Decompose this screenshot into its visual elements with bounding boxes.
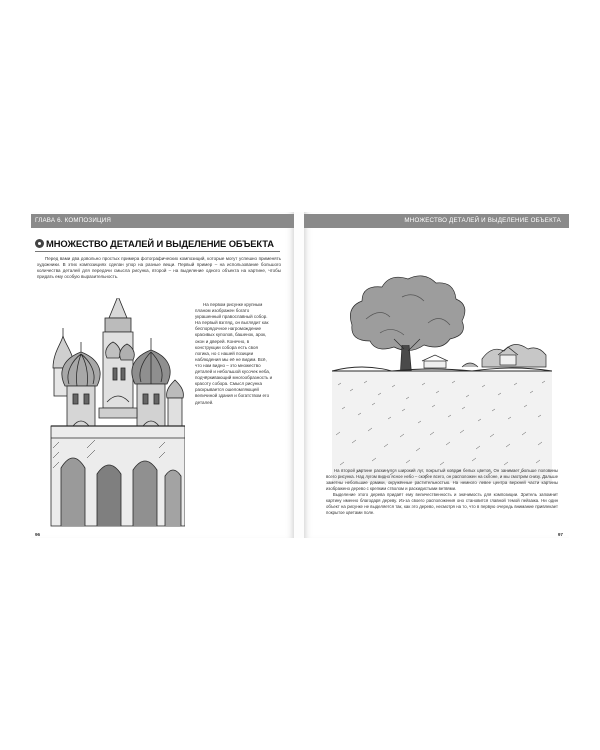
page-number-right: 97 bbox=[557, 532, 563, 537]
intro-paragraph: Перед вами два довольно простых примера фотографических композиций, которые могут успешно применять художники. В этих композициях сделан упор на разные вещи. Первый пример – на использование большого количества деталей для передачи смысла рисунка, второй – на выделение одного объекта на картине, чтобы придать ему особую выразительность. bbox=[37, 256, 281, 280]
landscape-description bbox=[326, 468, 558, 516]
section-title-text: МНОЖЕСТВО ДЕТАЛЕЙ И ВЫДЕЛЕНИЕ ОБЪЕКТА bbox=[46, 238, 274, 249]
book-spread bbox=[31, 212, 569, 538]
page-number-left: 96 bbox=[35, 532, 41, 537]
running-header-left bbox=[31, 214, 294, 228]
bullet-icon bbox=[35, 239, 44, 248]
cathedral-description: На первом рисунке крупным планом изображен богато украшенный православный собор. На первый взгляд, он выглядит как беспорядочное нагромождение красивых куполов, башенок, арок, окон и дверей. Конечно, в конструкции собора есть своя логика, но с нашей позиции наблюдения мы её не видим. Всё, что нам видно – это множество деталей и небольшой кусочек неба, подчёркивающий многообразность и красоту собора. Смысл рисунка раскрывается ошеломляющей величиной здания и богатством его деталей. bbox=[195, 302, 273, 405]
title-underline bbox=[35, 251, 280, 252]
landscape-drawing bbox=[332, 267, 552, 483]
running-header-right bbox=[304, 214, 569, 228]
landscape-description-p1: На второй картине раскинулся широкий луг, покрытый ковром белых цветов. Он занимает больше половины всего рисунка. Над лугом видно ясное небо – скорее всего, он расположен на склоне, и мы смотрим снизу. Дальше заметны небольшие домики, окружённые растительностью. На немного левее центра верхней части картины изображено дерево с крепким стволом и раскидистыми ветвями. bbox=[326, 468, 558, 491]
landscape-description-p2: Выделение этого дерева придаёт ему величественность и значимость для композиции. Зритель запомнит картину именно благодаря дереву. Из-за своего расположения оно становится главной темой пейзажа. Ни один объект на рисунке не выделяется так, как это дерево, несмотря на то, что в первую очередь внимание привлекает покрытое цветами поле. bbox=[326, 492, 558, 515]
cathedral-drawing bbox=[47, 298, 185, 528]
section-header-label: МНОЖЕСТВО ДЕТАЛЕЙ И ВЫДЕЛЕНИЕ ОБЪЕКТА bbox=[404, 217, 561, 224]
left-page bbox=[31, 212, 294, 538]
chapter-label: ГЛАВА 6. КОМПОЗИЦИЯ bbox=[35, 217, 112, 224]
right-page bbox=[304, 212, 569, 538]
section-title bbox=[35, 238, 274, 249]
